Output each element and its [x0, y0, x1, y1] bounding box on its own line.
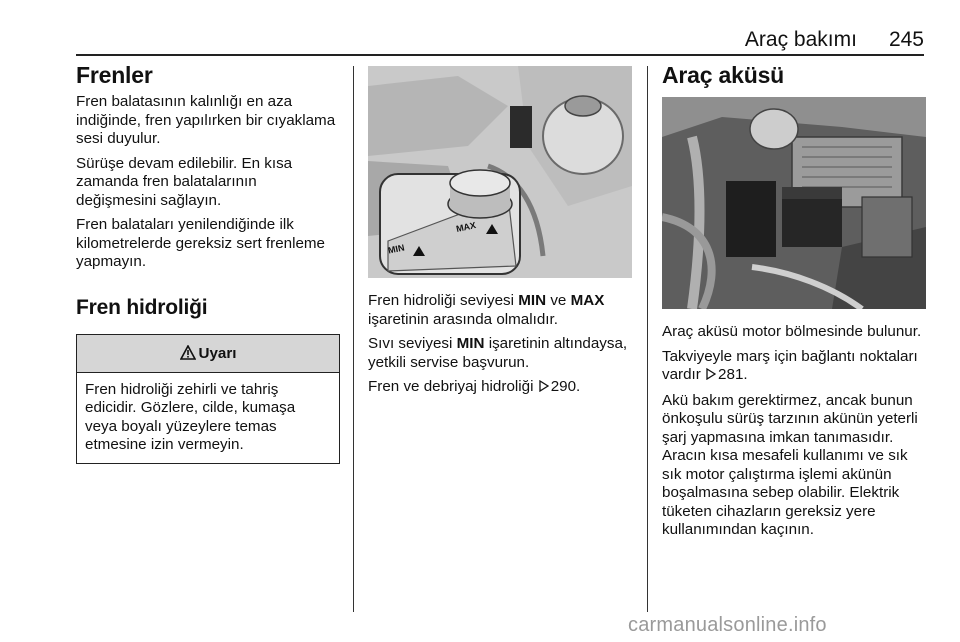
- header-rule: [76, 54, 924, 56]
- low-fluid-prefix: Sıvı seviyesi: [368, 335, 457, 352]
- warning-box: [76, 334, 340, 464]
- min-mark-label: MIN: [387, 242, 406, 256]
- watermark-text: carmanualsonline.info: [628, 614, 827, 636]
- jump-start-reference: [662, 348, 926, 386]
- warning-text: Fren hidroliği zehirli ve tahriş edicidir. Gözlere, cilde, kumaşa veya boyalı yüzeylere temas etmesine izin vermeyin.: [85, 380, 296, 453]
- max-mark-label: MAX: [455, 220, 477, 234]
- fluid-level-middle: ve: [546, 292, 571, 309]
- fluid-level-prefix: Fren hidroliği seviyesi: [368, 292, 519, 309]
- column-divider-left: [353, 66, 354, 612]
- page-reference-arrow-icon: [706, 367, 716, 386]
- brakes-paragraph-1: Fren balatasının kalınlığı en aza indiğinde, fren yapılırken bir cıyaklama sesi duyulur.: [76, 93, 336, 147]
- page-reference-arrow-icon: [539, 379, 549, 398]
- low-fluid-text: [368, 335, 632, 372]
- column-3: [662, 62, 926, 546]
- page-number: 245: [888, 28, 924, 51]
- brakes-paragraph-2: Sürüşe devam edilebilir. En kısa zamanda fren balatalarının değişmesini sağlayın.: [76, 154, 293, 209]
- clutch-fluid-reference: [368, 378, 632, 398]
- column-divider-right: [647, 66, 648, 612]
- max-keyword: MAX: [570, 292, 605, 309]
- brake-fluid-heading: Fren hidroliği: [76, 295, 208, 319]
- brakes-heading: Frenler: [76, 62, 153, 88]
- fluid-level-text: [368, 292, 632, 329]
- warning-body: [77, 373, 339, 463]
- fluid-level-suffix: işaretinin arasında olmalıdır.: [368, 310, 558, 328]
- brake-fluid-reservoir-image: [368, 66, 632, 278]
- jump-ref-text: Takviyeyle marş için bağlantı noktaları vardır: [662, 347, 918, 383]
- min-keyword-2: MIN: [456, 335, 485, 352]
- battery-engine-bay-image: [662, 97, 926, 309]
- battery-maintenance-text: Akü bakım gerektirmez, ancak bunun önkoşulu sürüş tarzının akünün yeterli şarj yapmasına imkan tanımasıdır. Aracın kısa mesafeli kullanımı ve sık sık motor çalıştırma işlemi akünün boşalmasına sebep olabilir. Elektrik tüketen cihazların gereksiz yere kullanımından kaçının.: [662, 391, 918, 538]
- warning-triangle-icon: [180, 337, 196, 375]
- low-fluid-suffix: işaretinin altındaysa, yetkili servise başvurun.: [368, 335, 628, 371]
- warning-label: Uyarı: [198, 344, 237, 362]
- page-header: [76, 28, 924, 52]
- column-1: [76, 62, 340, 464]
- clutch-ref-text: Fren ve debriyaj hidroliği: [368, 378, 538, 395]
- column-2: [368, 62, 632, 404]
- jump-ref-page[interactable]: 281.: [718, 366, 748, 383]
- battery-heading: Araç aküsü: [662, 62, 785, 88]
- clutch-ref-page[interactable]: 290.: [550, 378, 581, 395]
- brakes-paragraph-3: Fren balataları yenilendiğinde ilk kilometrelerde gereksiz sert frenleme yapmayın.: [76, 216, 325, 270]
- running-section-title: Araç bakımı: [744, 28, 857, 51]
- min-keyword: MIN: [518, 292, 547, 309]
- battery-location-text: Araç aküsü motor bölmesinde bulunur.: [662, 323, 922, 340]
- warning-header: [77, 335, 339, 373]
